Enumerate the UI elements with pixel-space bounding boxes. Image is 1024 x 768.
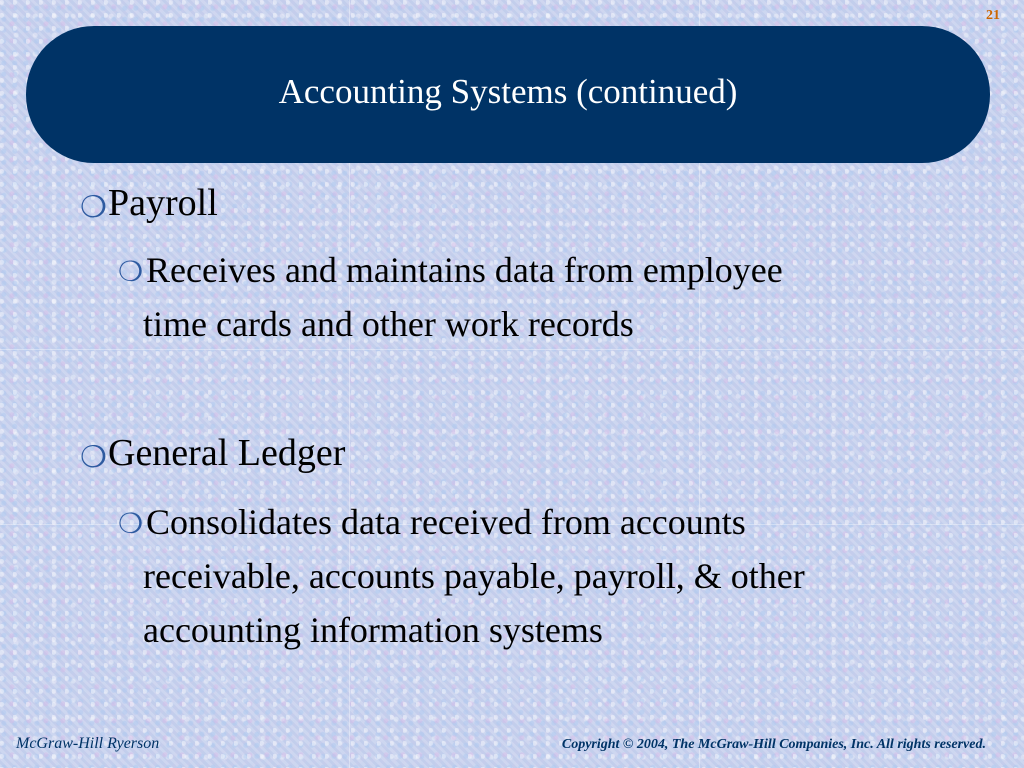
footer-copyright: Copyright © 2004, The McGraw-Hill Companies, Inc. All rights reserved. [561,737,986,752]
sub-bullet-line: Receives and maintains data from employee [146,250,783,290]
bullet-circle-icon: ❍ [80,441,107,474]
slide-number: 21 [986,8,1000,23]
sub-bullet-line: Consolidates data received from accounts [146,502,746,542]
bullet-circle-icon: ❍ [118,509,144,540]
bullet-circle-icon: ❍ [118,257,144,288]
sub-bullet-line: receivable, accounts payable, payroll, & other [143,556,805,596]
footer-publisher: McGraw-Hill Ryerson [16,735,160,752]
sub-bullet-line: time cards and other work records [143,304,634,344]
bullet-payroll: Payroll [108,182,218,224]
slide-title: Accounting Systems (continued) [278,71,738,111]
bullet-general-ledger: General Ledger [108,432,346,474]
title-banner [26,26,990,163]
bullet-circle-icon: ❍ [80,191,107,224]
sub-bullet-line: accounting information systems [143,610,603,650]
